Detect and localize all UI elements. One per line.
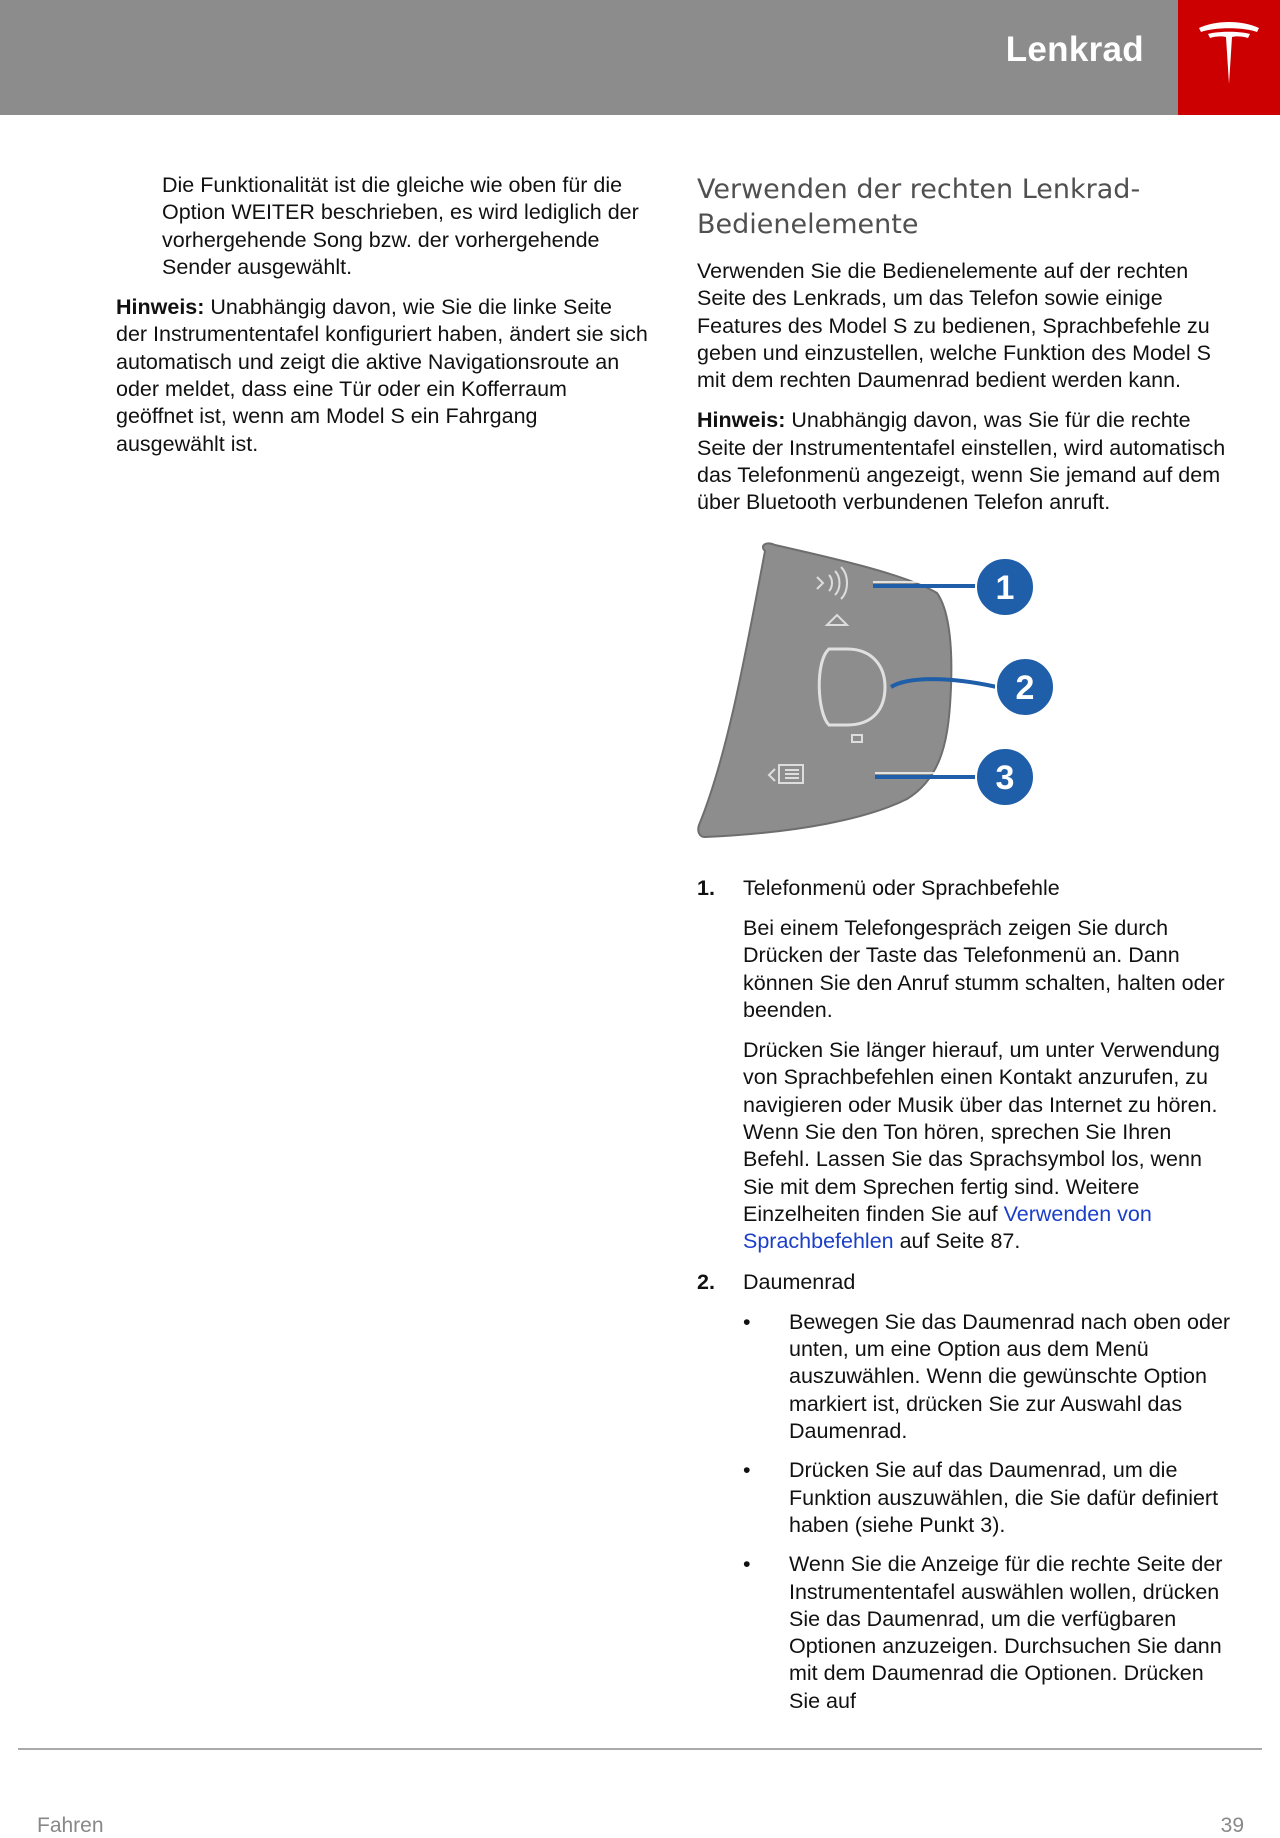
heading-line-1: Verwenden der rechten Lenkrad- <box>697 174 1141 205</box>
bullet-item: • Drücken Sie auf das Daumenrad, um die Funktion auszuwählen, die Sie dafür definiert haben (siehe Punkt 3). <box>743 1458 1219 1537</box>
page-title: Lenkrad <box>1005 30 1144 69</box>
page-number: 39 <box>1220 1814 1244 1837</box>
page-header <box>0 0 1178 115</box>
note-label: Hinweis: <box>116 295 205 320</box>
bullet-list <box>743 1309 1232 1715</box>
svg-text:3: 3 <box>995 758 1015 797</box>
intro-paragraph: Verwenden Sie die Bedienelemente auf der rechten Seite des Lenkrads, um das Telefon sowie einige Features des Model S zu bedienen, Sprachbefehle zu geben und einzustellen, welche Funktion des Model S mit dem rechten Daumenrad bedient werden kann. <box>697 259 1211 393</box>
list-item-title: Telefonmenü oder Sprachbefehle <box>743 875 1060 900</box>
right-column <box>697 172 1232 1727</box>
bullet-item: • Wenn Sie die Anzeige für die rechte Seite der Instrumententafel auswählen wollen, drücken Sie das Daumenrad, um die verfügbaren Optionen anzuzeigen. Durchsuchen Sie dann mit dem Daumenrad die Optionen. Drücken Sie auf <box>743 1552 1223 1713</box>
note-text: Unabhängig davon, was Sie für die rechte Seite der Instrumententafel einstellen, wird automatisch das Telefonmenü angezeigt, wenn Sie jemand auf dem über Bluetooth verbundenen Telefon anruft. <box>697 408 1226 515</box>
svg-text:1: 1 <box>995 568 1015 607</box>
footer-section-name: Fahren <box>37 1814 104 1837</box>
list-item-paragraph <box>743 1037 1232 1255</box>
callout-3 <box>976 748 1034 806</box>
tesla-logo-icon <box>1196 18 1262 86</box>
indented-paragraph: Die Funktionalität ist die gleiche wie oben für die Option WEITER beschrieben, es wird lediglich der vorhergehende Song bzw. der vorhergehende Sender ausgewählt. <box>162 173 639 279</box>
callout-2 <box>996 658 1054 716</box>
svg-text:2: 2 <box>1015 668 1035 707</box>
bullet-icon: • <box>743 1309 751 1334</box>
bullet-item: • Bewegen Sie das Daumenrad nach oben oder unten, um eine Option aus dem Menü auszuwählen. Wenn die gewünschte Option markiert ist, drücken Sie zur Auswahl das Daumenrad. <box>743 1309 1231 1444</box>
heading-line-2: Bedienelemente <box>697 209 919 240</box>
footer-divider <box>18 1748 1262 1750</box>
bullet-icon: • <box>743 1552 751 1577</box>
list-item <box>697 875 1232 1256</box>
steering-wheel-right-controls-illustration <box>697 537 1217 847</box>
paragraph-text-end: auf Seite 87. <box>893 1229 1021 1254</box>
note-text: Unabhängig davon, wie Sie die linke Seite der Instrumententafel konfiguriert haben, ändert sie sich automatisch und zeigt die aktive Navigationsroute an oder meldet, dass eine Tür oder ein Kofferraum geöffnet ist, wenn am Model S ein Fahrgang ausgewählt ist. <box>116 295 648 456</box>
steering-controls-figure <box>697 537 1217 847</box>
note-paragraph <box>697 407 1232 516</box>
list-item <box>697 1269 1232 1715</box>
bullet-icon: • <box>743 1458 751 1483</box>
thumbwheel-icon <box>819 649 885 725</box>
left-column <box>116 172 648 471</box>
voice-commands-link[interactable]: Verwenden von Sprachbefehlen <box>743 1201 1152 1254</box>
note-paragraph <box>116 294 648 458</box>
callout-1 <box>976 558 1034 616</box>
list-number: 1. <box>697 875 715 900</box>
paragraph-text: Drücken Sie länger hierauf, um unter Verwendung von Sprachbefehlen einen Kontakt anzurufen, zu navigieren oder Musik über das Internet zu hören. Wenn Sie den Ton hören, sprechen Sie Ihren Befehl. Lassen Sie das Sprachsymbol los, wenn Sie mit dem Sprechen fertig sind. Weitere Einzelheiten finden Sie auf <box>743 1038 1220 1226</box>
list-number: 2. <box>697 1269 715 1294</box>
list-item-title: Daumenrad <box>743 1269 856 1294</box>
list-item-paragraph: Bei einem Telefongespräch zeigen Sie durch Drücken der Taste das Telefonmenü an. Dann können Sie den Anruf stumm schalten, halten oder beenden. <box>743 915 1225 1022</box>
section-heading <box>697 172 1232 242</box>
note-label: Hinweis: <box>697 408 786 433</box>
tesla-logo <box>1178 0 1280 115</box>
